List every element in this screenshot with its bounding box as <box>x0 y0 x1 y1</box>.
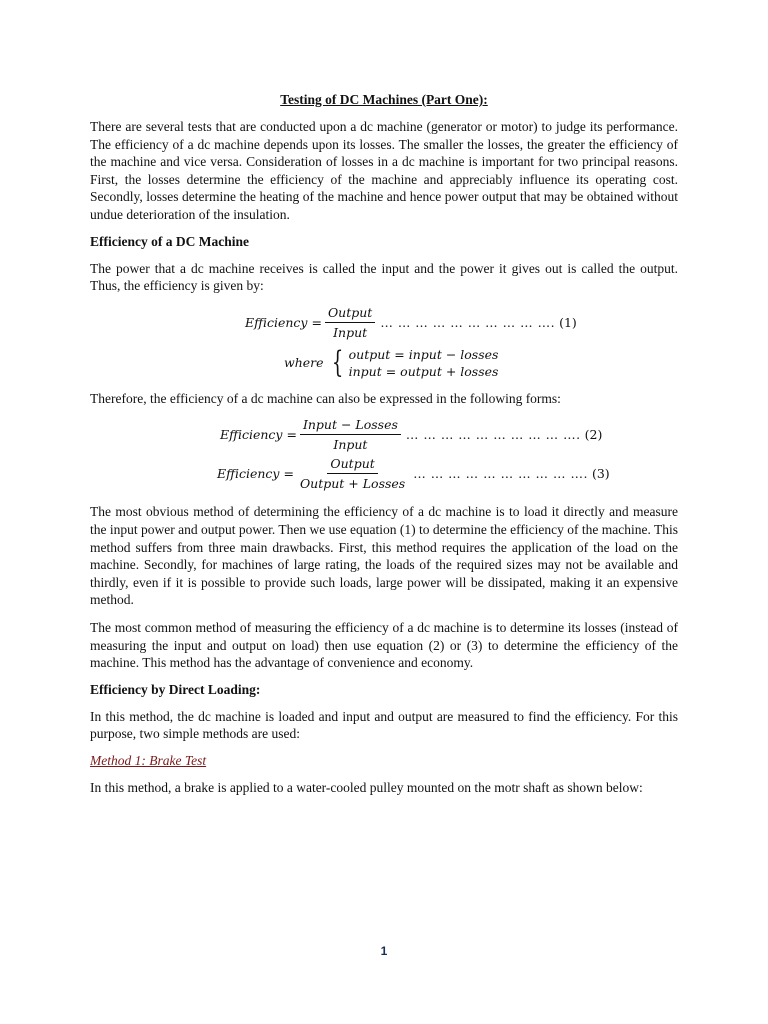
equation-1-fraction <box>325 305 375 340</box>
equation-2-lhs: Efficiency = <box>220 427 297 443</box>
equation-2-number: (2) <box>584 427 603 443</box>
page-number: 1 <box>380 944 388 958</box>
where-label: where <box>284 355 324 371</box>
equation-2 <box>220 417 678 452</box>
equation-2-denominator: Input <box>333 437 368 453</box>
equation-3-dots: … … … … … … … … … …. <box>413 466 588 482</box>
equation-1-denominator: Input <box>333 324 368 340</box>
where-line-2: input = output + losses <box>348 363 499 379</box>
section-heading-efficiency: Efficiency of a DC Machine <box>90 233 249 249</box>
left-brace-icon: { <box>331 344 343 380</box>
equation-2-dots: … … … … … … … … … …. <box>405 427 581 443</box>
equation-3-fraction <box>297 456 408 491</box>
intro-paragraph: There are several tests that are conducted upon a dc machine (generator or motor) to judge its performance. The efficiency of a dc machine depends upon its losses. The smaller the losses, the greater the efficiency of the machine and vice versa. Consideration of losses in a dc machine is important for two principal reasons. First, the losses determine the efficiency of the machine and appreciably influence its operating cost. Secondly, losses determine the heating of the machine and hence power output that may be obtained without undue deterioration of the insulation. <box>90 119 678 222</box>
subheading-brake-test: Method 1: Brake Test <box>90 752 207 768</box>
equation-1-numerator: Output <box>325 305 375 323</box>
where-line-1: output = input − losses <box>348 346 499 362</box>
efficiency-paragraph: The power that a dc machine receives is called the input and the power it gives out is called the output. Thus, the efficiency is given by: <box>90 260 678 294</box>
document-page <box>90 92 678 806</box>
equation-3-denominator: Output + Losses <box>299 476 406 492</box>
equation-1-lhs: Efficiency = <box>245 314 322 330</box>
equation-3-lhs: Efficiency = <box>217 466 294 482</box>
equation-3-number: (3) <box>591 466 610 482</box>
where-cases <box>349 346 499 380</box>
direct-loading-paragraph: In this method, the dc machine is loaded and input and output are measured to find the efficiency. For this purpose, two simple methods are used: <box>90 708 678 742</box>
forms-paragraph: Therefore, the efficiency of a dc machine can also be expressed in the following forms: <box>90 390 561 406</box>
equation-3-numerator: Output <box>327 456 377 474</box>
direct-method-paragraph: The most obvious method of determining the efficiency of a dc machine is to load it directly and measure the input power and output power. Then we use equation (1) to determine the efficiency of the machine. This method suffers from three main drawbacks. First, this method requires the application of the load on the machine. Secondly, for machines of large rating, the loads of the required sizes may not be available and thirdly, even if it is possible to provide such loads, large power will be dissipated, making it an expensive method. <box>90 504 678 608</box>
document-title: Testing of DC Machines (Part One): <box>280 92 488 107</box>
equation-1 <box>245 305 678 340</box>
equation-2-numerator: Input − Losses <box>300 417 401 435</box>
section-heading-direct-loading: Efficiency by Direct Loading: <box>90 681 261 697</box>
equation-1-dots: … … … … … … … … … …. <box>380 314 556 330</box>
equation-1-number: (1) <box>559 314 577 330</box>
brake-test-paragraph: In this method, a brake is applied to a water-cooled pulley mounted on the motr shaft as shown below: <box>90 779 643 795</box>
where-clause <box>284 346 678 380</box>
equation-3 <box>217 456 678 491</box>
losses-method-paragraph: The most common method of measuring the efficiency of a dc machine is to determine its losses (instead of measuring the input and output on load) then use equation (2) or (3) to determine the efficiency of the machine. This method has the advantage of convenience and economy. <box>90 619 678 671</box>
equation-2-fraction <box>300 417 401 452</box>
